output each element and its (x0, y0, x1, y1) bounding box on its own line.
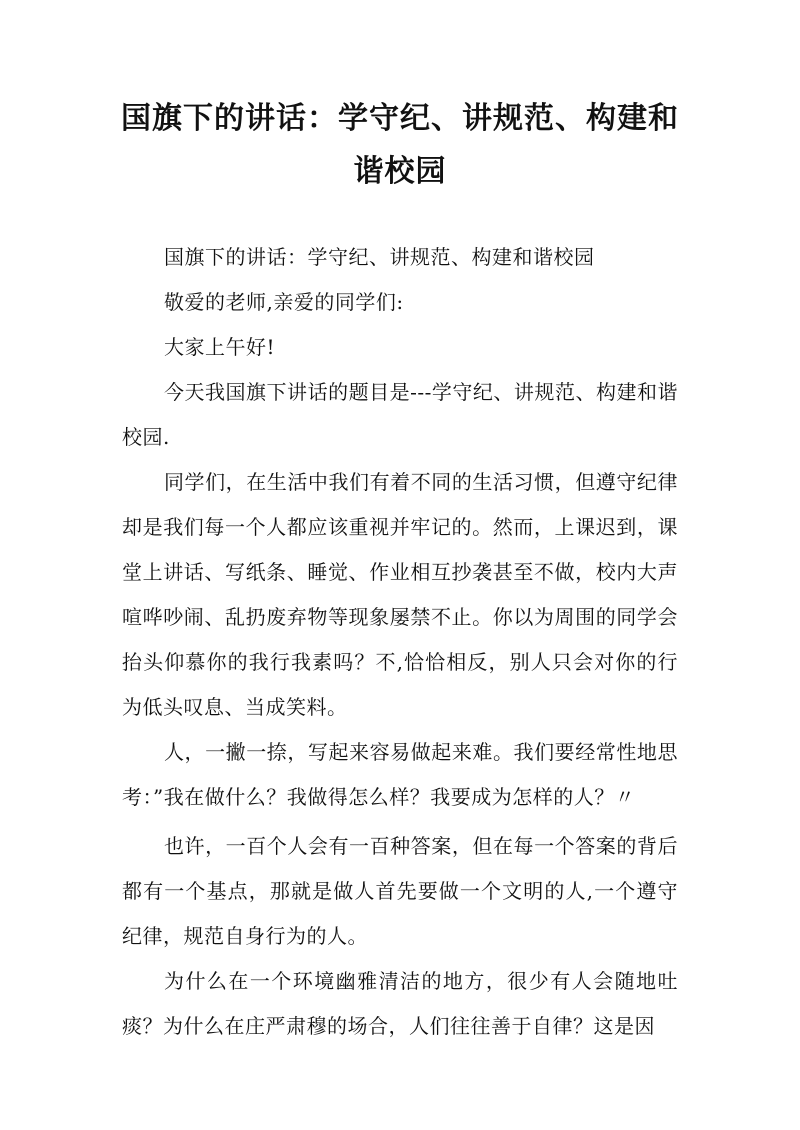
paragraph-greeting: 大家上午好! (164, 335, 276, 359)
paragraph-heading: 国旗下的讲话：学守纪、讲规范、构建和谐校园 (164, 245, 595, 269)
paragraph-discipline: 同学们，在生活中我们有着不同的生活习惯，但遵守纪律却是我们每一个人都应该重视并牢记的。然而，上课迟到，课堂上讲话、写纸条、睡觉、作业相互抄袭甚至不做，校内大声喧哗吵闹、乱扔废弃物等现象屡禁不止。你以为周围的同学会抬头仰慕你的我行我素吗？不,恰恰相反，别人只会对你的行为低头叹息、当成笑料。 (122, 470, 678, 719)
paragraph-answers: 也许，一百个人会有一百种答案，但在每一个答案的背后都有一个基点，那就是做人首先要做一个文明的人,一个遵守纪律，规范自身行为的人。 (122, 834, 678, 948)
paragraph-topic: 今天我国旗下讲话的题目是---学守纪、讲规范、构建和谐校园. (122, 380, 678, 449)
paragraph-environment: 为什么在一个环境幽雅清洁的地方，很少有人会随地吐痰？为什么在庄严肃穆的场合，人们往往善于自律？这是因 (122, 969, 678, 1038)
paragraph-reflection: 人，一撇一捺，写起来容易做起来难。我们要经常性地思考：”我在做什么？我做得怎么样？我要成为怎样的人？〃 (122, 740, 678, 809)
document-title: 国旗下的讲话：学守纪、讲规范、构建和谐校园 (121, 101, 679, 189)
document-body (122, 235, 678, 1049)
paragraph-salutation: 敬爱的老师,亲爱的同学们: (164, 290, 404, 314)
